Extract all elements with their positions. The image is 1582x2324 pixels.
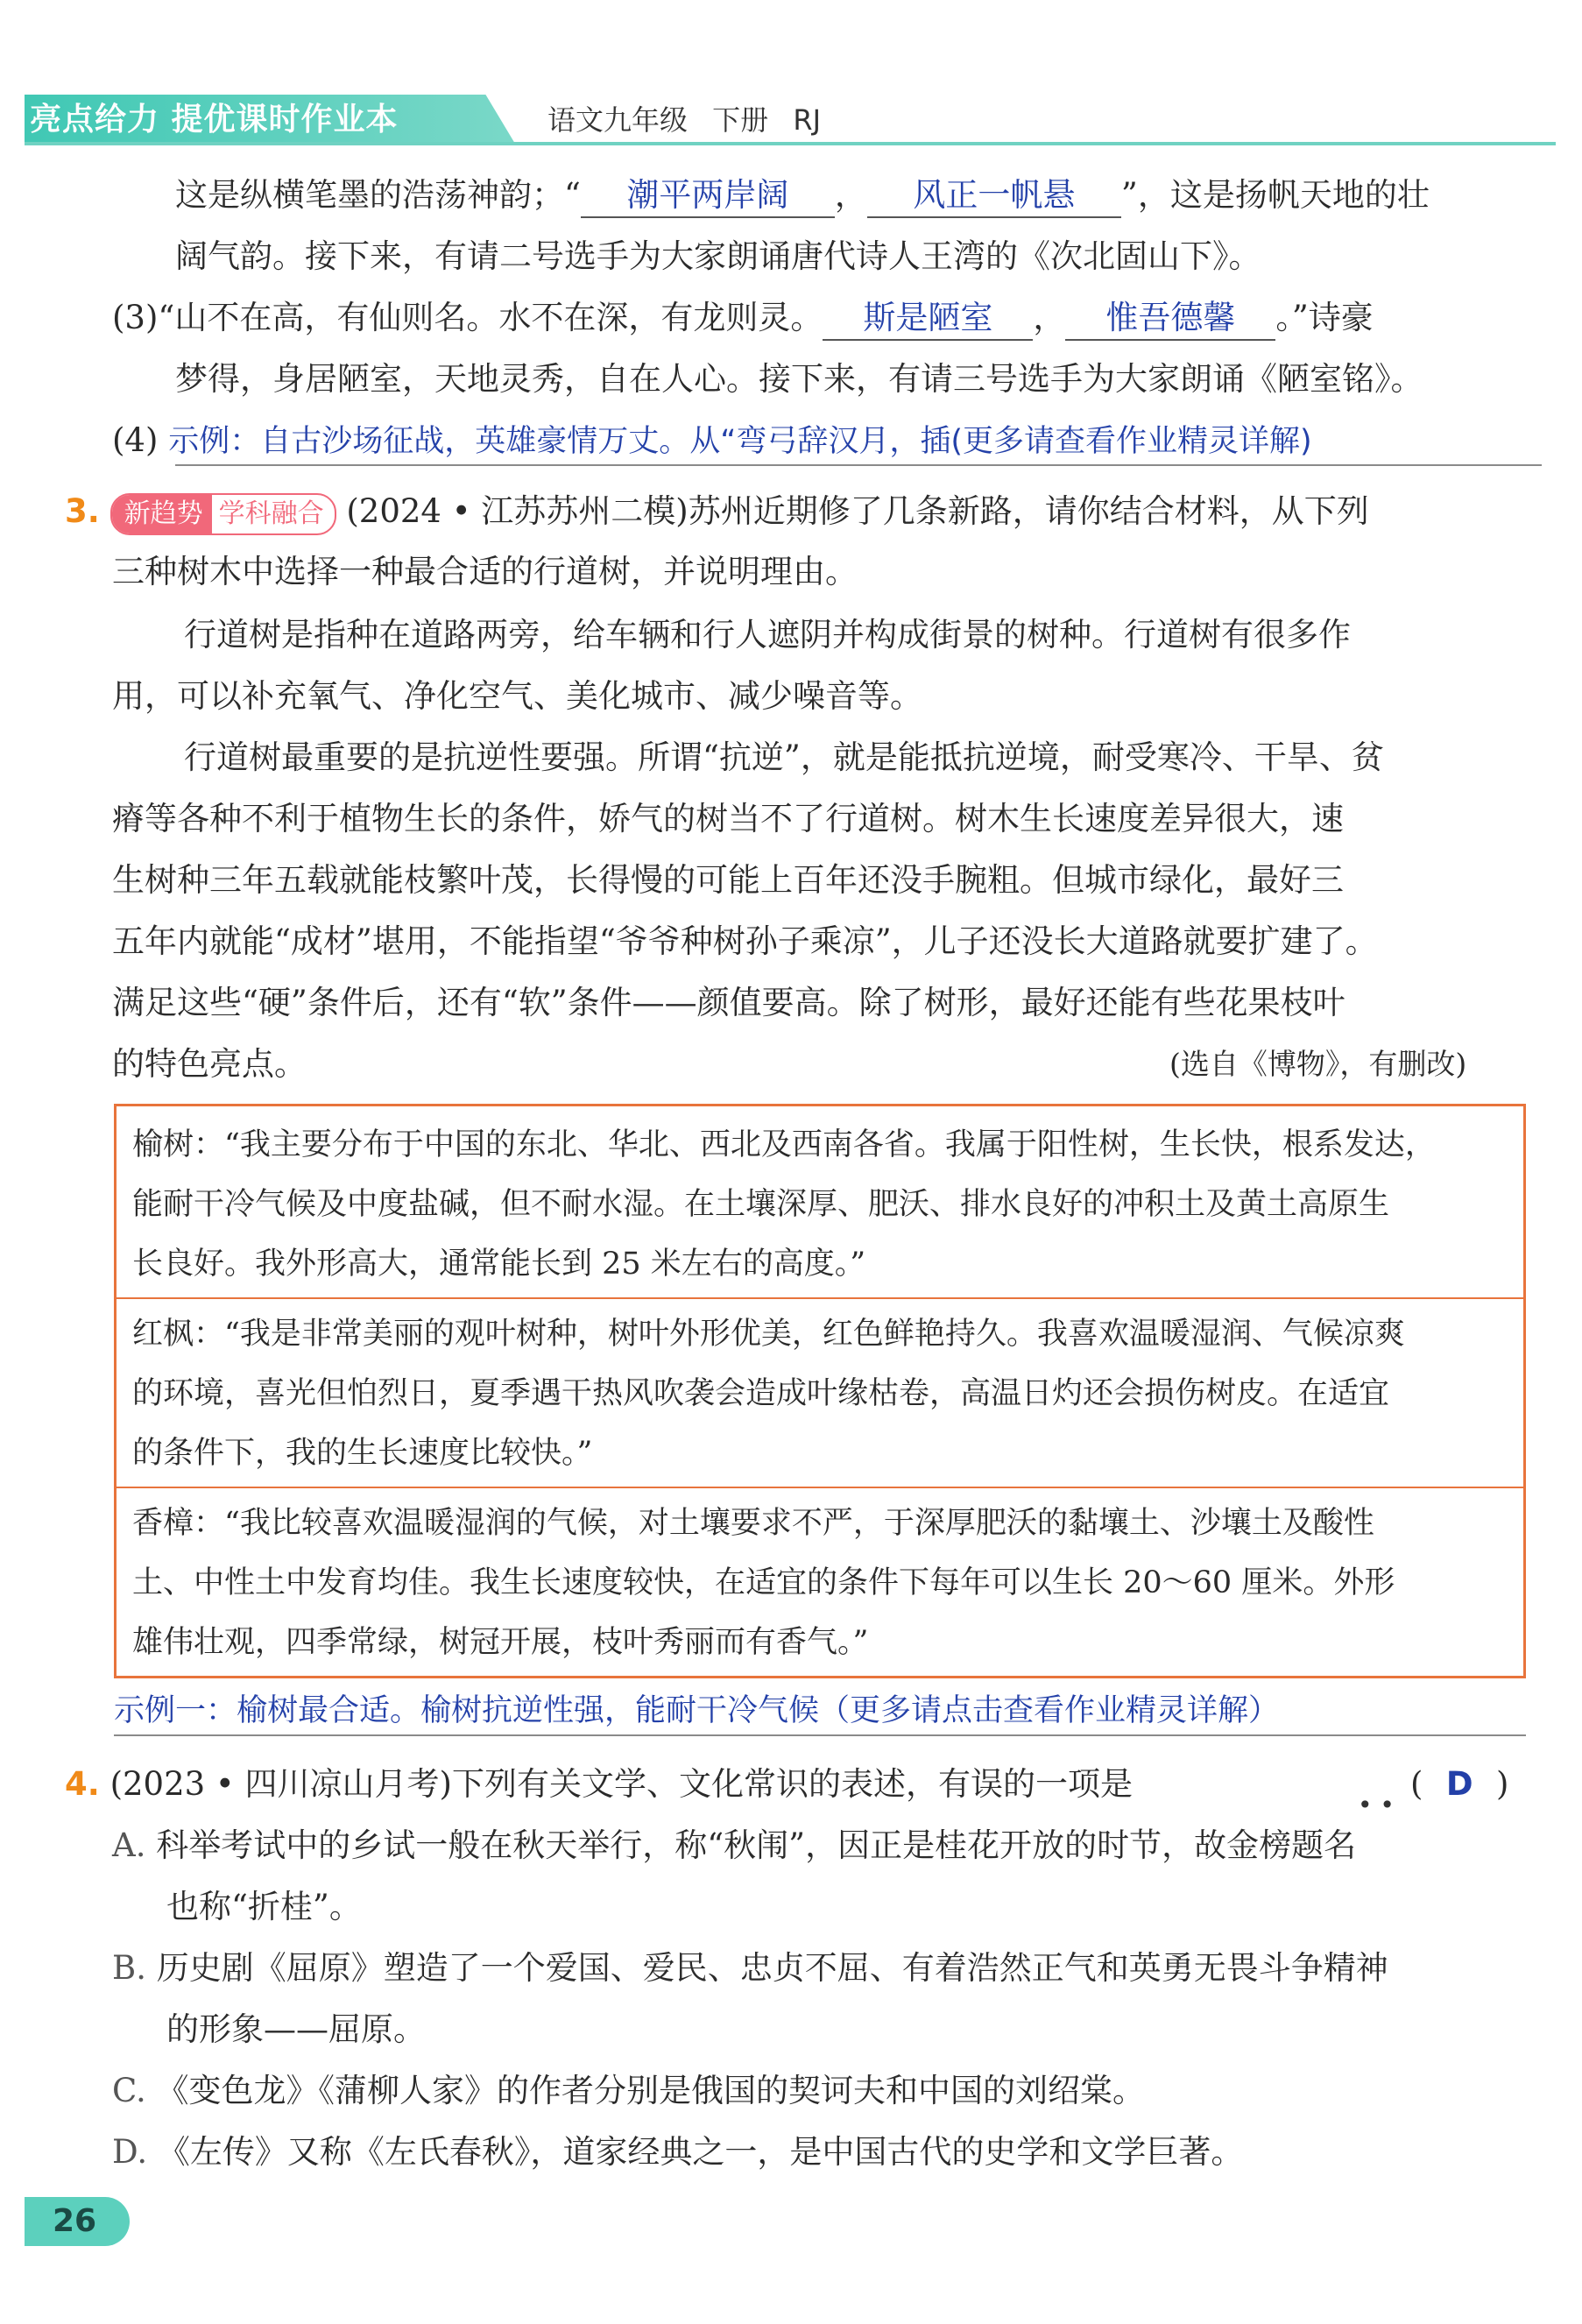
q3-answer: 示例一：榆树最合适。榆树抗逆性强，能耐干冷气候（更多请点击查看作业精灵详解） bbox=[114, 1687, 1526, 1736]
tree-table bbox=[114, 1104, 1526, 1678]
q3-number: 3. bbox=[65, 492, 100, 530]
q3-para2-l3: 生树种三年五载就能枝繁叶茂，长得慢的可能上百年还没手腕粗。但城市绿化，最好三 bbox=[112, 861, 1344, 899]
q3-para2-l1: 行道树最重要的是抗逆性要强。所谓“抗逆”，就是能抵抗逆境，耐受寒冷、干旱、贫 bbox=[184, 738, 1384, 776]
q3-credit: (选自《博物》，有删改) bbox=[1169, 1047, 1467, 1081]
blank-2: 风正一帆悬 bbox=[867, 178, 1121, 218]
q2-item3-line1: (3)“山不在高，有仙则名。水不在深，有龙则灵。 斯是陋室 ， 惟吾德馨 。”诗豪 bbox=[112, 296, 1374, 340]
option-a: A. 科举考试中的乡试一般在秋天举行，称“秋闱”，因正是桂花开放的时节，故金榜题名 bbox=[112, 1826, 1357, 1864]
q2-item4-answer: 示例：自古沙场征战，英雄豪情万丈。从“弯弓辞汉月，插(更多请查看作业精灵详解) bbox=[168, 424, 1312, 459]
option-d: D. 《左传》又称《左氏春秋》，道家经典之一，是中国古代的史学和文学巨著。 bbox=[112, 2133, 1244, 2171]
header-subject: 语文九年级 下册 RJ bbox=[547, 103, 822, 137]
blank-4: 惟吾德馨 bbox=[1065, 300, 1275, 341]
header-brand: 亮点给力 提优课时作业本 bbox=[30, 102, 399, 138]
table-divider bbox=[117, 1487, 1523, 1488]
q4-answer: D bbox=[1445, 1765, 1473, 1803]
page-number: 26 bbox=[25, 2197, 130, 2246]
q2-line2: 阔气韵。接下来，有请二号选手为大家朗诵唐代诗人王湾的《次北固山下》。 bbox=[175, 237, 1261, 275]
option-b-l2: 的形象——屈原。 bbox=[166, 2010, 426, 2048]
q3-para1-l2: 用，可以补充氧气、净化空气、美化城市、减少噪音等。 bbox=[112, 677, 922, 715]
option-c: C. 《变色龙》《蒲柳人家》的作者分别是俄国的契诃夫和中国的刘绍棠。 bbox=[112, 2072, 1146, 2109]
q3-badge: 新趋势 学科融合 bbox=[110, 493, 336, 535]
tree-cell-camphor: 香樟：“我比较喜欢温暖湿润的气候，对土壤要求不严，于深厚肥沃的黏壤土、沙壤土及酸性 土、中性土中发育均佳。我生长速度较快，在适宜的条件下每年可以生长 20～60 厘米。外形 雄伟壮观，四季常绿，树冠开展，枝叶秀丽而有香气。” bbox=[132, 1506, 1395, 1660]
q3-para2-l6: 的特色亮点。 bbox=[112, 1045, 307, 1083]
q3-intro2: 三种树木中选择一种最合适的行道树，并说明理由。 bbox=[112, 553, 858, 590]
q3-header: 3. 新趋势 学科融合 (2024 • 江苏苏州二模)苏州近期修了几条新路，请你结合材料，从下列 bbox=[65, 487, 1369, 536]
q4-stem: 4. (2023 • 四川凉山月考)下列有关文学、文化常识的表述，有误的一项是 bbox=[65, 1765, 1133, 1803]
table-divider bbox=[117, 1297, 1523, 1299]
tree-cell-elm: 榆树：“我主要分布于中国的东北、华北、西北及西南各省。我属于阳性树，生长快，根系发达， 能耐干冷气候及中度盐碱，但不耐水湿。在土壤深厚、肥沃、排水良好的冲积土及黄土高原生 长良好。我外形高大，通常能长到 25 米左右的高度。” bbox=[132, 1127, 1436, 1282]
tree-cell-maple: 红枫：“我是非常美丽的观叶树种，树叶外形优美，红色鲜艳持久。我喜欢温暖湿润、气候凉爽 的环境，喜光但怕烈日，夏季遇干热风吹袭会造成叶缘枯卷，高温日灼还会损伤树皮。在适宜 的条件下，我的生长速度比较快。” bbox=[132, 1317, 1405, 1471]
q4-number: 4. bbox=[65, 1765, 100, 1803]
blank-1: 潮平两岸阔 bbox=[581, 178, 835, 218]
q2-line1: 这是纵横笔墨的浩荡神韵；“ 潮平两岸阔 ， 风正一帆悬 ”，这是扬帆天地的壮 bbox=[175, 173, 1430, 217]
emphasis-dots: • • bbox=[1358, 1791, 1395, 1819]
q2-item4: (4) 示例：自古沙场征战，英雄豪情万丈。从“弯弓辞汉月，插(更多请查看作业精灵详解) bbox=[112, 421, 1312, 459]
option-b: B. 历史剧《屈原》塑造了一个爱国、爱民、忠贞不屈、有着浩然正气和英勇无畏斗争精神 bbox=[112, 1949, 1388, 1987]
blank-3: 斯是陋室 bbox=[823, 300, 1033, 341]
q2-item3-line2: 梦得，身居陋室，天地灵秀，自在人心。接下来，有请三号选手为大家朗诵《陋室铭》。 bbox=[175, 360, 1423, 398]
q4-answer-paren: ( D ) bbox=[1410, 1762, 1508, 1806]
q3-para2-l2: 瘠等各种不利于植物生长的条件，娇气的树当不了行道树。树木生长速度差异很大，速 bbox=[112, 800, 1344, 837]
q3-para2-l4: 五年内就能“成材”堪用，不能指望“爷爷种树孙子乘凉”，儿子还没长大道路就要扩建了。 bbox=[112, 922, 1378, 960]
q3-para1-l1: 行道树是指种在道路两旁，给车辆和行人遮阴并构成街景的树种。行道树有很多作 bbox=[184, 616, 1351, 653]
header-divider bbox=[25, 142, 1556, 145]
answer-underline bbox=[175, 464, 1542, 466]
option-a-l2: 也称“折桂”。 bbox=[166, 1888, 362, 1925]
q3-para2-l5: 满足这些“硬”条件后，还有“软”条件——颜值要高。除了树形，最好还能有些花果枝叶 bbox=[112, 984, 1345, 1021]
